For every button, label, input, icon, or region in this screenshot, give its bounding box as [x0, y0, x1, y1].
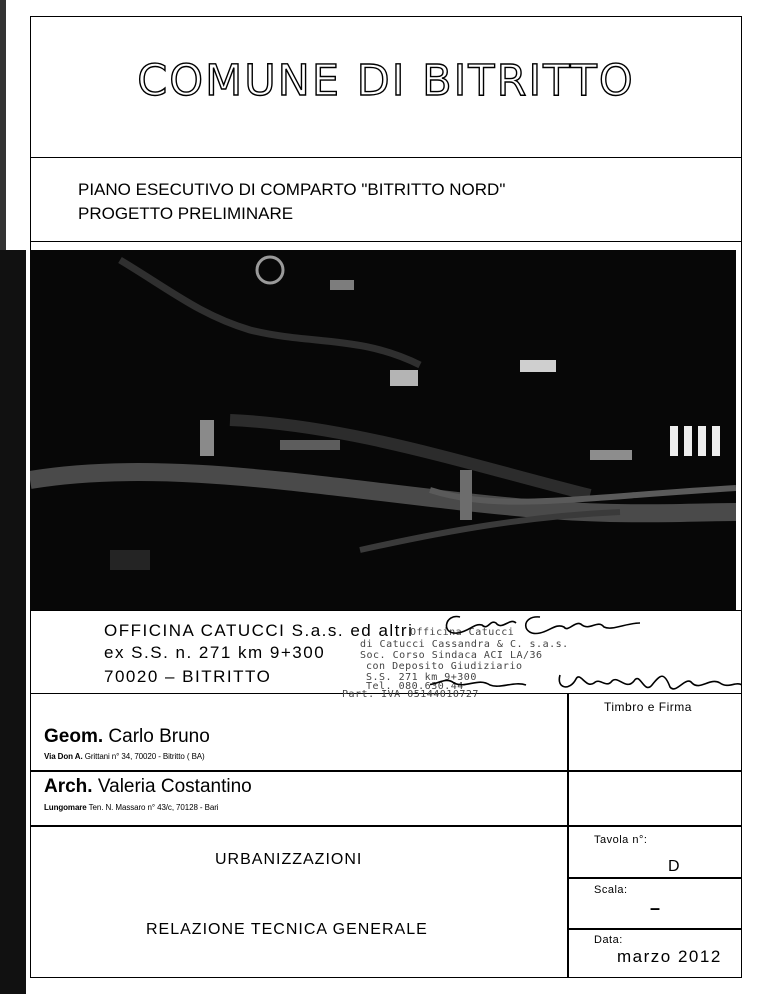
grid-vertical-divider	[567, 694, 569, 978]
binding-edge	[0, 0, 28, 994]
section-name: URBANIZZAZIONI	[215, 851, 363, 868]
grid-line	[30, 770, 742, 772]
binding-strip-bottom	[0, 250, 26, 994]
designer-1-name	[44, 726, 210, 748]
designer-1-address-prefix: Via Don A.	[44, 752, 83, 761]
designer-1-title: Geom.	[44, 726, 104, 747]
company-stamp-line: S.S. 271 km 9+300	[366, 672, 477, 683]
designer-2-name	[44, 776, 252, 798]
owner-block	[30, 610, 742, 700]
date-value: marzo 2012	[617, 947, 722, 966]
company-stamp-line: Soc. Corso Sindaca ACI LA/36	[360, 650, 543, 661]
aerial-photo	[30, 250, 736, 610]
grid-line	[30, 825, 742, 827]
designer-2-fullname: Valeria Costantino	[97, 776, 252, 797]
designer-1-address	[44, 752, 205, 761]
sheet-number-label: Tavola n°:	[594, 834, 648, 846]
document-subject: RELAZIONE TECNICA GENERALE	[146, 921, 428, 938]
grid-line	[567, 877, 742, 879]
company-stamp-line: con Deposito Giudiziario	[366, 661, 523, 672]
handwritten-signatures	[430, 605, 742, 697]
company-stamp-line: Tel. 080.630.44	[366, 681, 464, 692]
binding-strip-top	[0, 0, 6, 250]
stamp-and-signature-label: Timbro e Firma	[604, 700, 692, 714]
company-stamp-line: Officina Catucci	[410, 627, 515, 638]
scale-value: –	[650, 898, 661, 918]
owner-company: OFFICINA CATUCCI S.a.s. ed altri	[104, 621, 414, 640]
date-label: Data:	[594, 934, 623, 946]
designer-2-address-text: Ten. N. Massaro n° 43/c, 70128 - Bari	[88, 803, 219, 812]
municipality-title: COMUNE DI BITRITTO	[137, 55, 635, 106]
designer-1-address-text: Grittani n° 34, 70020 - Bitritto ( BA)	[84, 752, 205, 761]
aerial-photo-image	[30, 250, 736, 610]
owner-city: 70020 – BITRITTO	[104, 667, 272, 686]
owner-address: ex S.S. n. 271 km 9+300	[104, 643, 326, 662]
designer-2-title: Arch.	[44, 776, 93, 797]
company-stamp-line: di Catucci Cassandra & C. s.a.s.	[360, 639, 569, 650]
scale-label: Scala:	[594, 884, 628, 896]
company-stamp-line: Part. IVA 05144010727	[342, 689, 479, 700]
designer-2-address	[44, 803, 218, 812]
project-phase: PROGETTO PRELIMINARE	[78, 204, 294, 223]
title-block	[30, 16, 742, 158]
project-title: PIANO ESECUTIVO DI COMPARTO "BITRITTO NORD"	[78, 180, 506, 199]
designer-2-address-prefix: Lungomare	[44, 803, 87, 812]
project-block	[30, 158, 742, 242]
grid-line	[567, 928, 742, 930]
designer-1-fullname: Carlo Bruno	[108, 726, 210, 747]
sheet-number-value: D	[668, 858, 680, 875]
